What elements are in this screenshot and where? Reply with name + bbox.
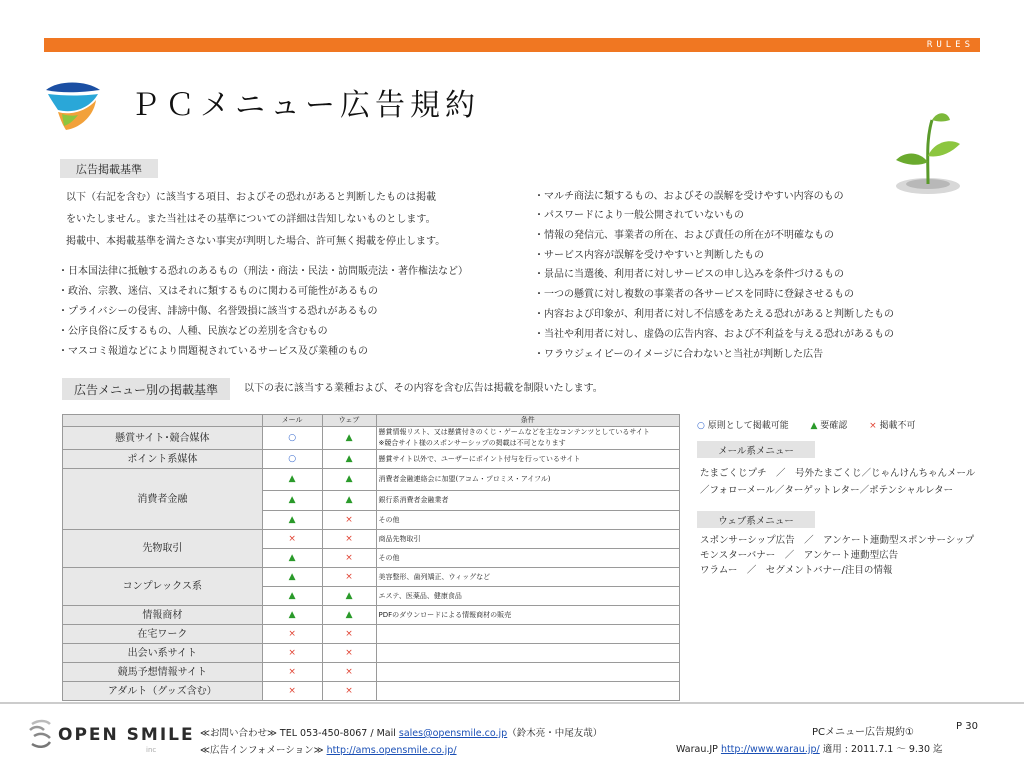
web-menu-list	[700, 533, 974, 578]
web-status: ▲	[322, 469, 376, 491]
header-mail: メール	[262, 415, 322, 427]
header-category	[63, 415, 263, 427]
legend-check-text: 要確認	[820, 421, 848, 431]
web-menu-line: モンスターバナー ／ アンケート連動型広告	[700, 550, 899, 561]
info-line	[200, 742, 457, 756]
category-cell: 在宅ワーク	[63, 625, 263, 644]
contact-email-link[interactable]: sales@opensmile.co.jp	[398, 728, 508, 739]
mail-status: ▲	[262, 491, 322, 511]
mail-status: ×	[262, 625, 322, 644]
mail-menu-line: ／フォローメール／ターゲットレター／ポテンシャルレター	[700, 485, 954, 496]
section-label-criteria-text: 広告掲載基準	[76, 162, 142, 176]
footer-divider	[0, 702, 1024, 704]
mail-status: ▲	[262, 568, 322, 587]
mail-menu-label-text: メール系メニュー	[718, 445, 794, 457]
mail-status: ○	[262, 427, 322, 450]
open-smile-logo-sub: inc	[146, 746, 157, 754]
web-status: ×	[322, 530, 376, 549]
criteria-left-item: ・プライバシーの侵害、誹謗中傷、名誉毀損に該当する恐れがあるもの	[58, 306, 378, 317]
mail-status: ○	[262, 450, 322, 469]
condition-cell: 消費者金融連絡会に加盟(アコム・プロミス・アイフル)	[376, 469, 680, 491]
warau-line	[676, 741, 943, 755]
category-cell: 先物取引	[63, 530, 263, 568]
mail-status: ×	[262, 663, 322, 682]
criteria-right-item: ・内容および印象が、利用者に対し不信感をあたえる恐れがあると判断したもの	[534, 309, 894, 320]
table-row	[63, 530, 680, 549]
legend	[697, 418, 916, 431]
condition-cell	[376, 427, 680, 450]
table-row	[63, 450, 680, 469]
web-menu-label	[697, 511, 815, 528]
open-smile-logo-text: OPEN SMILE	[58, 725, 195, 745]
category-cell: 消費者金融	[63, 469, 263, 530]
header-bar	[44, 38, 980, 52]
web-status: ×	[322, 644, 376, 663]
condition-cell: 美容整形、歯列矯正、ウィッグなど	[376, 568, 680, 587]
intro-line-2: をいたしません。また当社はその基準についての詳細は告知しないものとします。	[66, 214, 436, 225]
condition-line: ※競合サイト様のスポンサーシップの掲載は不可となります	[378, 439, 566, 447]
section-label-menu-criteria	[62, 378, 230, 400]
warau-url-link[interactable]: http://www.warau.jp/	[720, 744, 820, 755]
mail-status: ▲	[262, 469, 322, 491]
criteria-right-item: ・サービス内容が誤解を受けやすいと判断したもの	[534, 250, 764, 261]
criteria-right-item: ・情報の発信元、事業者の所在、および責任の所在が不明確なもの	[534, 230, 834, 241]
criteria-right-item: ・ワラウジェイピーのイメージに合わないと当社が判断した広告	[534, 349, 824, 360]
applied-period: 適用 : 2011.7.1 ～ 9.30 迄	[819, 744, 943, 755]
table-row	[63, 663, 680, 682]
category-cell: 競馬予想情報サイト	[63, 663, 263, 682]
intro-line-1: 以下（右記を含む）に該当する項目、およびその恐れがあると判断したものは掲載	[66, 192, 436, 203]
warau-prefix: Warau.JP	[676, 744, 721, 755]
contact-prefix: ≪お問い合わせ≫ TEL 053-450-8067 / Mail	[200, 728, 399, 739]
legend-ng-icon: ×	[869, 421, 877, 431]
criteria-left-item: ・日本国法律に抵触する恐れのあるもの（刑法・商法・民法・訪問販売法・著作権法など）	[58, 266, 468, 277]
info-prefix: ≪広告インフォメーション≫	[200, 745, 327, 756]
web-menu-line: ワラムー ／ セグメントバナー/注目の情報	[700, 565, 893, 576]
mail-status: ▲	[262, 587, 322, 606]
web-status: ×	[322, 663, 376, 682]
web-status: ▲	[322, 427, 376, 450]
web-status: ×	[322, 549, 376, 568]
info-url-link[interactable]: http://ams.opensmile.co.jp/	[326, 745, 457, 756]
section2-note: 以下の表に該当する業種および、その内容を含む広告は掲載を制限いたします。	[244, 383, 603, 394]
condition-cell: その他	[376, 511, 680, 530]
table-row	[63, 568, 680, 587]
page-number: P 30	[956, 721, 978, 732]
condition-cell: 商品先物取引	[376, 530, 680, 549]
condition-cell: エステ、医薬品、健康食品	[376, 587, 680, 606]
condition-cell	[376, 682, 680, 701]
table-row	[63, 469, 680, 491]
section-label-criteria	[60, 159, 158, 178]
criteria-left-item: ・マスコミ報道などにより問題視されているサービス及び業種のもの	[58, 346, 368, 357]
mail-status: ▲	[262, 511, 322, 530]
web-status: ▲	[322, 450, 376, 469]
web-status: ×	[322, 625, 376, 644]
mail-menu-list	[700, 465, 975, 499]
sprout-icon	[888, 100, 968, 196]
criteria-left-item: ・政治、宗教、迷信、又はそれに類するものに関わる可能性があるもの	[58, 286, 378, 297]
web-status: ▲	[322, 587, 376, 606]
open-smile-logo-icon	[28, 718, 54, 752]
category-cell: 懸賞サイト･競合媒体	[63, 427, 263, 450]
condition-cell: 銀行系消費者金融業者	[376, 491, 680, 511]
criteria-left-item: ・公序良俗に反するもの、人種、民族などの差別を含むもの	[58, 326, 328, 337]
condition-line: 懸賞情報リスト、又は懸賞付きのくじ・ゲームなどを主なコンテンツとしているサイト	[378, 428, 650, 436]
mail-status: ▲	[262, 606, 322, 625]
mail-status: ×	[262, 682, 322, 701]
header-web: ウェブ	[322, 415, 376, 427]
contact-suffix: （鈴木亮・中尾友哉）	[507, 728, 603, 739]
table-header-row	[63, 415, 680, 427]
doc-title: PCメニュー広告規約①	[812, 727, 914, 738]
mail-status: ×	[262, 530, 322, 549]
criteria-right-item: ・当社や利用者に対し、虚偽の広告内容、および不利益を与える恐れがあるもの	[534, 329, 894, 340]
condition-cell	[376, 663, 680, 682]
rules-label: RULES	[926, 40, 974, 50]
category-cell: アダルト（グッズ含む）	[63, 682, 263, 701]
web-status: ×	[322, 682, 376, 701]
legend-ng-text: 掲載不可	[879, 421, 916, 431]
web-status: ▲	[322, 491, 376, 511]
table-row	[63, 606, 680, 625]
category-cell: 情報商材	[63, 606, 263, 625]
web-menu-label-text: ウェブ系メニュー	[718, 515, 794, 527]
category-cell: ポイント系媒体	[63, 450, 263, 469]
table-row	[63, 625, 680, 644]
criteria-right-item: ・景品に当選後、利用者に対しサービスの申し込みを条件づけるもの	[534, 269, 844, 280]
web-status: ×	[322, 511, 376, 530]
legend-ok-text: 原則として掲載可能	[707, 421, 789, 431]
criteria-table	[62, 414, 680, 701]
intro-line-3: 掲載中、本掲載基準を満たさない事実が判明した場合、許可無く掲載を停止します。	[66, 236, 446, 247]
brand-logo-icon	[44, 80, 102, 132]
legend-ok-icon: ○	[697, 421, 705, 431]
web-status: ▲	[322, 606, 376, 625]
web-status: ×	[322, 568, 376, 587]
criteria-right-item: ・マルチ商法に類するもの、およびその誤解を受けやすい内容のもの	[534, 191, 844, 202]
criteria-right-item: ・パスワードにより一般公開されていないもの	[534, 210, 744, 221]
contact-line	[200, 725, 602, 739]
condition-cell	[376, 644, 680, 663]
mail-status: ×	[262, 644, 322, 663]
web-menu-line: スポンサーシップ広告 ／ アンケート連動型スポンサーシップ	[700, 535, 975, 546]
mail-menu-label	[697, 441, 815, 458]
criteria-right-item: ・一つの懸賞に対し複数の事業者の各サービスを同時に登録させるもの	[534, 289, 854, 300]
section-label-menu-criteria-text: 広告メニュー別の掲載基準	[73, 382, 218, 397]
category-cell: コンプレックス系	[63, 568, 263, 606]
condition-cell	[376, 625, 680, 644]
condition-cell: 懸賞サイト以外で、ユーザーにポイント付与を行っているサイト	[376, 450, 680, 469]
table-row	[63, 427, 680, 450]
header-condition: 条件	[376, 415, 680, 427]
category-cell: 出会い系サイト	[63, 644, 263, 663]
mail-menu-line: たまごくじプチ ／ 号外たまごくじ／じゃんけんちゃんメール	[700, 468, 976, 479]
condition-cell: その他	[376, 549, 680, 568]
condition-cell: PDFのダウンロードによる情報商材の販売	[376, 606, 680, 625]
mail-status: ▲	[262, 549, 322, 568]
table-row	[63, 682, 680, 701]
table-row	[63, 644, 680, 663]
legend-check-icon: ▲	[810, 421, 818, 431]
page-title: ＰＣメニュー広告規約	[130, 88, 480, 123]
